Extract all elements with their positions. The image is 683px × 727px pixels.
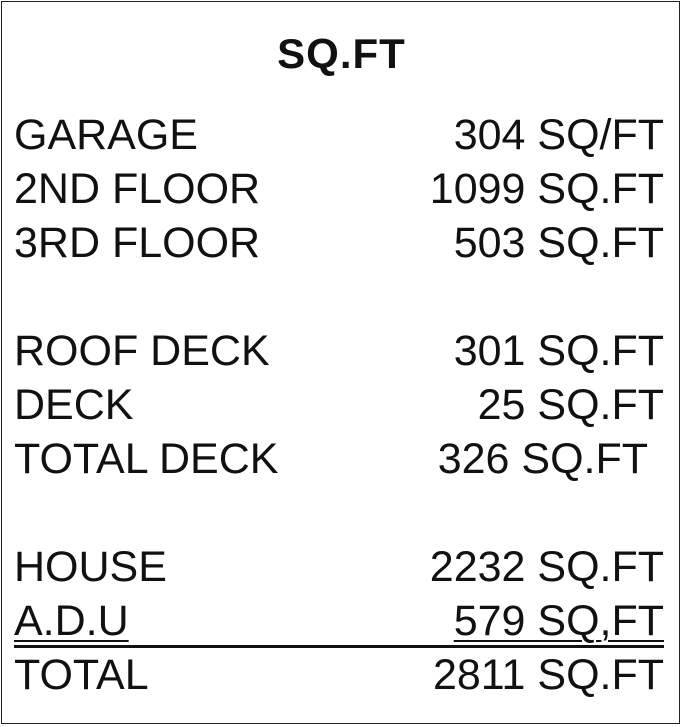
row-value: 304 SQ/FT <box>453 111 664 159</box>
table-title: SQ.FT <box>277 30 406 77</box>
row-value: 25 SQ.FT <box>477 381 664 429</box>
row-total <box>14 648 664 702</box>
row-value: 579 SQ,FT <box>453 597 664 645</box>
row-label: TOTAL DECK <box>14 435 279 483</box>
row-deck <box>14 378 664 432</box>
row-label: DECK <box>14 381 134 429</box>
row-value: 2811 SQ.FT <box>432 651 664 699</box>
row-label: A.D.U <box>14 597 129 645</box>
row-roof-deck <box>14 324 664 378</box>
row-value: 1099 SQ.FT <box>429 165 664 213</box>
row-value: 2232 SQ.FT <box>429 543 664 591</box>
row-adu <box>14 594 664 648</box>
row-total-deck <box>14 432 664 486</box>
row-label: 2ND FLOOR <box>14 165 261 213</box>
row-label: TOTAL <box>14 651 149 699</box>
row-value: 326 SQ.FT <box>437 435 648 483</box>
row-label: HOUSE <box>14 543 167 591</box>
row-house <box>14 540 664 594</box>
row-garage <box>14 108 664 162</box>
row-2nd-floor <box>14 162 664 216</box>
row-value: 503 SQ.FT <box>453 219 664 267</box>
row-value: 301 SQ.FT <box>453 327 664 375</box>
row-label: 3RD FLOOR <box>14 219 261 267</box>
row-label: ROOF DECK <box>14 327 270 375</box>
row-label: GARAGE <box>14 111 198 159</box>
row-3rd-floor <box>14 216 664 270</box>
